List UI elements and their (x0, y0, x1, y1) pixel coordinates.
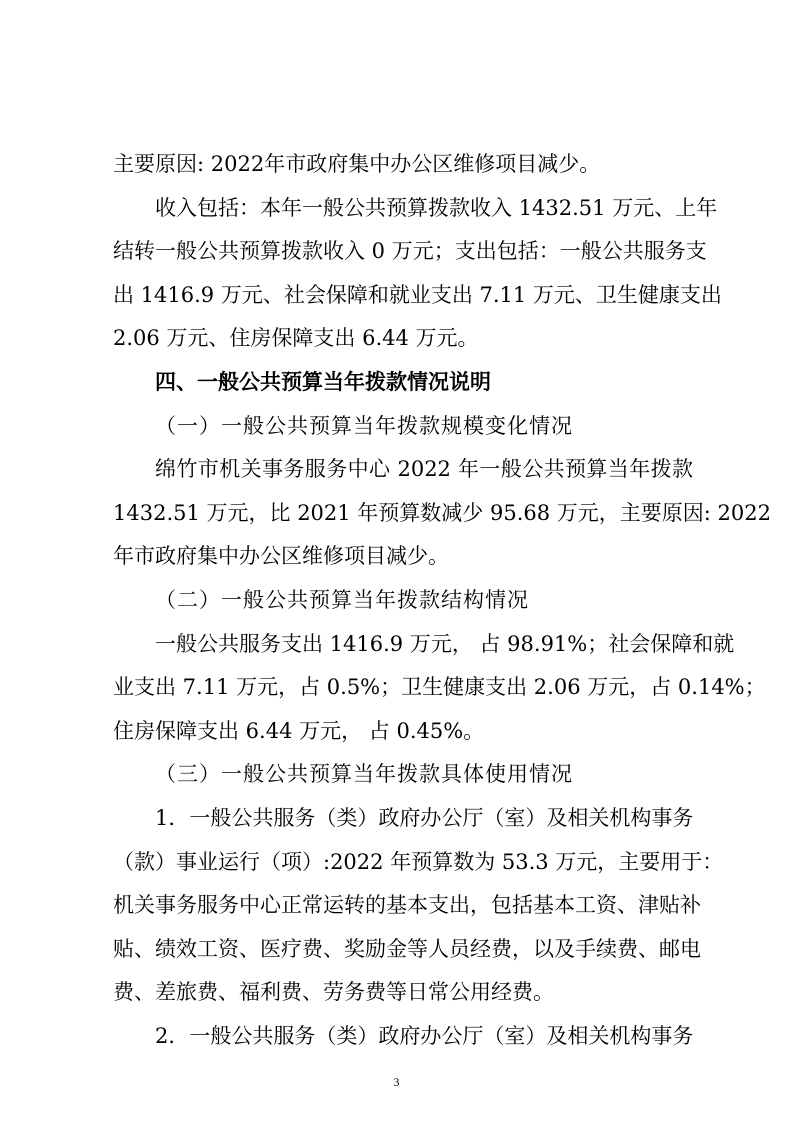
text-line: 主要原因: 2022年市政府集中办公区维修项目减少。 (113, 152, 601, 176)
paragraph-income-line: 出 1416.9 万元、社会保障和就业支出 7.11 万元、卫生健康支出 (113, 282, 722, 307)
list-item-1-line: 机关事务服务中心正常运转的基本支出，包括基本工资、津贴补 (113, 893, 701, 918)
list-item-1-line: 费、差旅费、福利费、劳务费等日常公用经费。 (113, 980, 554, 1005)
paragraph-income-line: 收入包括：本年一般公共预算拨款收入 1432.51 万元、上年 (155, 195, 718, 220)
subsection-heading-3: （三）一般公共预算当年拨款具体使用情况 (155, 762, 573, 787)
list-item-2-line: 2．一般公共服务（类）政府办公厅（室）及相关机构事务 (155, 1024, 694, 1048)
paragraph-income-line: 2.06 万元、住房保障支出 6.44 万元。 (113, 326, 479, 351)
list-item-1-line: （款）事业运行（项）:2022 年预算数为 53.3 万元，主要用于： (113, 849, 724, 874)
section-heading-4: 四、一般公共预算当年拨款情况说明 (155, 370, 491, 394)
paragraph-scale-line: 绵竹市机关事务服务中心 2022 年一般公共预算当年拨款 (155, 457, 693, 482)
subsection-heading-2: （二）一般公共预算当年拨款结构情况 (155, 588, 529, 612)
paragraph-structure-line: 住房保障支出 6.44 万元， 占 0.45%。 (113, 718, 485, 743)
paragraph-scale-line: 年市政府集中办公区维修项目减少。 (113, 544, 449, 569)
list-item-1-line: 贴、绩效工资、医疗费、奖励金等人员经费，以及手续费、邮电 (113, 936, 701, 961)
paragraph-scale-line: 1432.51 万元，比 2021 年预算数减少 95.68 万元，主要原因: 2022 (113, 500, 771, 525)
paragraph-structure-line: 业支出 7.11 万元，占 0.5%；卫生健康支出 2.06 万元，占 0.14%； (113, 675, 766, 700)
paragraph-income-line: 结转一般公共预算拨款收入 0 万元；支出包括：一般公共服务支 (113, 239, 707, 264)
list-item-1-line: 1．一般公共服务（类）政府办公厅（室）及相关机构事务 (155, 806, 694, 830)
subsection-heading-1: （一）一般公共预算当年拨款规模变化情况 (155, 413, 573, 438)
paragraph-structure-line: 一般公共服务支出 1416.9 万元， 占 98.91%；社会保障和就 (155, 631, 735, 656)
page-number: 3 (393, 1075, 400, 1089)
